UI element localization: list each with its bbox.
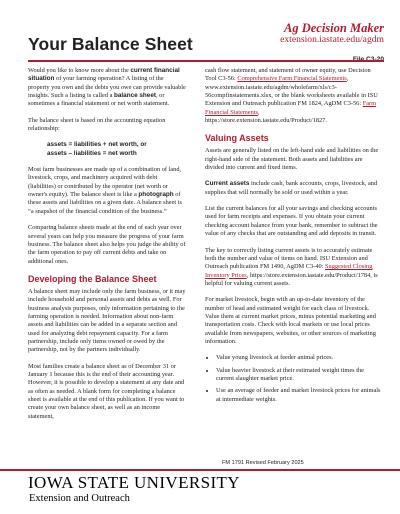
tools-text-1: cash flow statement, and statement of owner equity, use Decision Tool C3-56: — [205, 67, 371, 83]
assets-paragraph: Assets are generally listed on the left-hand side and liabilities on the right-hand side of the statement. Both assets and liabilities are divided into current and fixed items. — [205, 147, 379, 172]
brand-name: Ag Decision Maker — [284, 21, 384, 35]
publication-number: FM 1791 Revised February 2025 — [222, 460, 304, 466]
page-title: Your Balance Sheet — [28, 34, 193, 54]
livestock-paragraph: For market livestock, begin with an up-to-date inventory of the number of head and estimated weight for each class of livestock. Value them at current market prices, minus potential marketing and transportation costs. Check with local markets or use local prices available from newspapers, websites, or other sources of marketing information. — [205, 296, 376, 345]
equation-2: assets – liabilities = net worth — [47, 149, 137, 157]
business-text-2: of these assets and liabilities on a given date. A balance sheet is “a snapshot of the financial condition of the business.” — [28, 191, 182, 215]
link-comprehensive-statements[interactable]: Comprehensive Farm Financial Statements — [237, 75, 347, 83]
tools-text-2: , www.extension.iastate.edu/agdm/wholefarm/xls/c3-56compfinstatements.xlsx, or the blank worksheets available in ISU Extension and Outreach publication FM 1824, AgDM C3-56: — [205, 75, 378, 108]
inventory-text-2: , https://store.extension.iastate.edu/Product/1784, is helpful for valuing current assets. — [205, 271, 378, 287]
link-closing-inventory-prices[interactable]: Suggested Closing Inventory Prices — [205, 263, 373, 279]
list-item: • Use an average of feeder and market livestock prices for animals at intermediate weights. — [216, 387, 383, 404]
isu-extension-wordmark: Extension and Outreach — [29, 493, 130, 504]
link-farm-financial-statements[interactable]: Farm Financial Statements — [205, 100, 377, 116]
comparing-paragraph: Comparing balance sheets made at the end of each year over several years can help you measure the progress of your farm business. The balance sheet also helps you judge the ability of the farm operation to pay off current debts and take on additional ones. — [28, 224, 186, 265]
tools-text-3: , https://store.extension.iastate.edu/Product/1827. — [205, 108, 327, 125]
list-item: • Value young livestock at feeder animal prices. — [216, 354, 383, 362]
balances-paragraph: List the current balances for all your savings and checking accounts used for farm receipts and expenses. If you obtain your current checking account balance from your bank, remember to subtract the value of any checks that are outstanding and add deposits in transit. — [205, 205, 378, 238]
inventory-text-1: The key to correctly listing current assets is to accurately estimate both the number and value of items on hand. ISU Extension and Outreach publication FM 1490, AgDM C3-40: — [205, 246, 373, 271]
list-item: • Value heavier livestock at their estimated weight times the current slaughter market price. — [216, 367, 383, 384]
develop-paragraph: A balance sheet may include only the farm business, or it may include household and personal assets and debts as well. For business analysis purposes, only information pertaining to the farming operation is needed. Information about non-farm assets and liabilities can be added in a separate section and used for analyzing debt repayment capacity. For a farm partnership, include only items owned or owed by the partnership, not by the partners individually. — [28, 287, 186, 354]
heading-developing: Developing the Balance Sheet — [28, 273, 157, 284]
header-title-block — [28, 34, 193, 55]
current-assets-paragraph — [205, 180, 383, 197]
business-bold: photograph — [138, 191, 174, 199]
brand-url[interactable]: extension.iastate.edu/agdm — [280, 34, 384, 45]
business-text-1: Most farm businesses are made up of a combination of land, livestock, crops, and machinery acquired with debt (liabilities) or contributed by the operator (net worth or owner's equity). The balance sheet is like a — [28, 166, 182, 199]
footer-rule — [0, 469, 400, 471]
families-paragraph: Most families create a balance sheet as of December 31 or January 1 because this is the end of their accounting year. However, it is possible to develop a statement at any date and as often as needed. A blank form for completing a balance sheet is available at the end of this publication. If you want to create your own balance sheet, as well as an income statement, — [28, 362, 185, 420]
intro-bold-1: current financial situation — [28, 67, 180, 83]
intro-bold-2: balance sheet — [114, 92, 156, 100]
intro-text-1: Would you like to know more about the — [28, 67, 131, 74]
current-assets-bold: Current assets — [205, 180, 250, 188]
basis-paragraph: The balance sheet is based on the accounting equation relationship: — [28, 116, 166, 133]
intro-text-2: of your farming operation? A listing of the property you own and the debts you owe can provide valuable insights. Such a listing is called a — [28, 75, 186, 100]
intro-text-3: , or sometimes a financial statement or net worth statement. — [28, 92, 170, 108]
right-column — [205, 67, 383, 408]
equation-1: assets = liabilities + net worth, or — [47, 141, 147, 149]
heading-valuing: Valuing Assets — [205, 133, 269, 144]
tools-paragraph — [205, 67, 383, 125]
inventory-paragraph — [205, 247, 383, 289]
header-rule — [28, 60, 384, 62]
left-column — [28, 67, 186, 429]
current-assets-text: include cash, bank accounts, crops, livestock, and supplies that will normally be sold or used within a year. — [205, 180, 378, 196]
header-brand-block — [224, 22, 384, 63]
livestock-list — [205, 354, 383, 404]
business-paragraph — [28, 166, 186, 216]
intro-paragraph — [28, 67, 186, 109]
isu-wordmark: IOWA STATE UNIVERSITY — [28, 473, 240, 492]
